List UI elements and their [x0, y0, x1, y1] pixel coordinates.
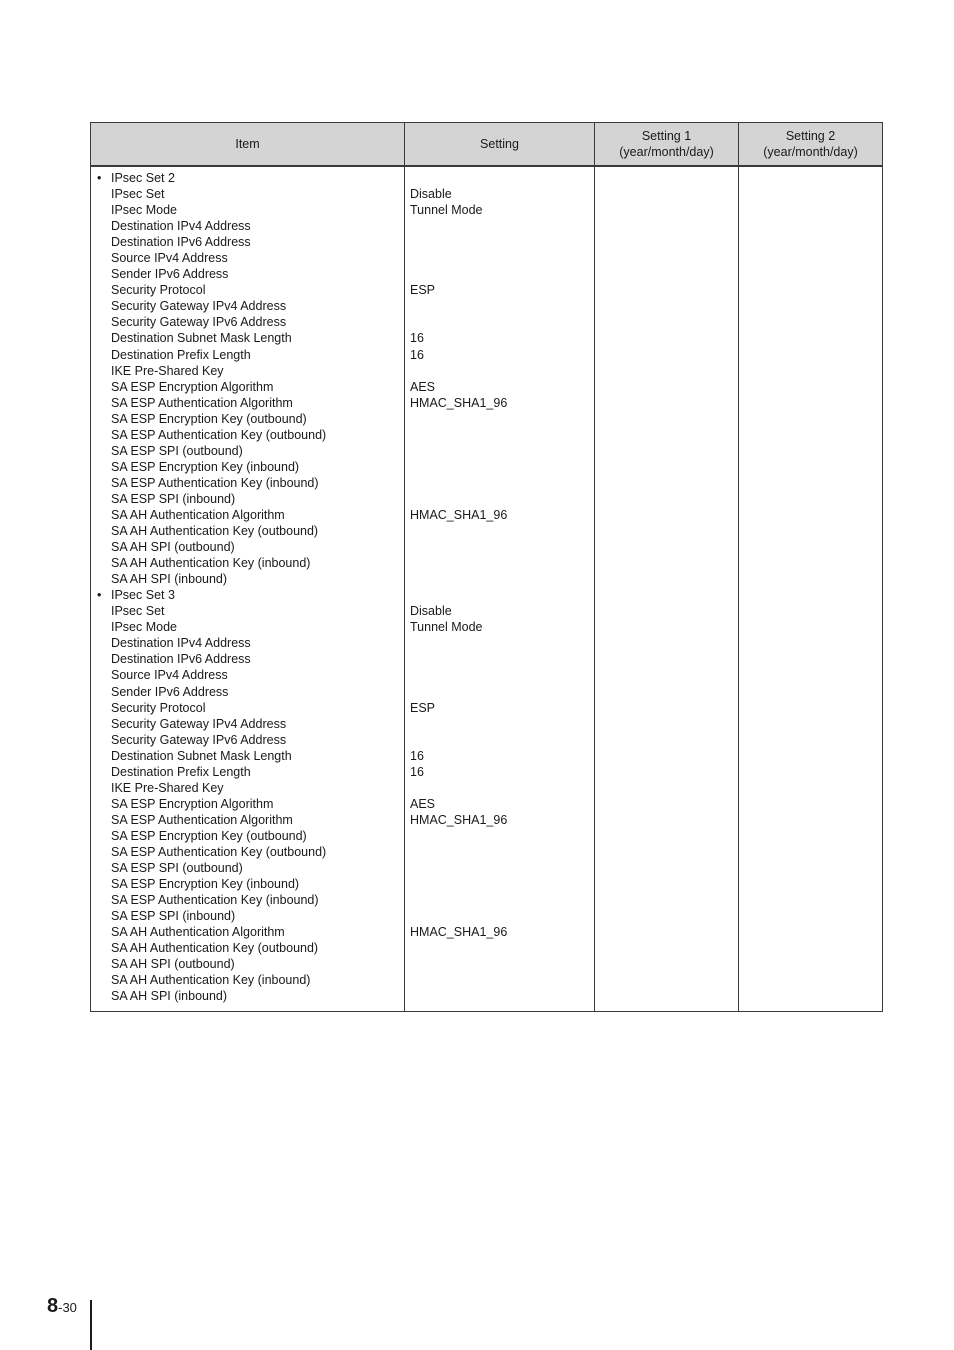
item-line: SA ESP SPI (outbound) [111, 861, 243, 876]
setting-line [405, 908, 594, 924]
setting-line [405, 635, 594, 651]
ipsec-set-heading: • IPsec Set 2 [91, 170, 404, 186]
setting-line: 16 [410, 347, 424, 362]
item-line: SA AH SPI (outbound) [111, 540, 235, 555]
item-line: Destination Subnet Mask Length [111, 331, 292, 346]
setting-line: ESP [410, 283, 436, 298]
item-line: SA ESP Authentication Algorithm [111, 395, 293, 410]
header-setting-2-subtitle: (year/month/day) [763, 145, 858, 159]
setting-line [405, 940, 594, 956]
setting-line: HMAC_SHA1_96 [410, 507, 508, 522]
footer-rule [90, 1300, 92, 1350]
setting-line [405, 459, 594, 475]
item-line: SA AH Authentication Algorithm [111, 925, 285, 940]
header-setting-2-title: Setting 2 [785, 129, 836, 143]
item-line: SA ESP Authentication Key (inbound) [111, 475, 319, 490]
item-line: Sender IPv6 Address [111, 267, 229, 282]
chapter-number: 8 [47, 1295, 59, 1317]
item-line: SA ESP Encryption Key (outbound) [111, 828, 307, 843]
setting-line [405, 443, 594, 459]
item-line: SA ESP SPI (outbound) [111, 443, 243, 458]
setting-line [405, 555, 594, 571]
item-line: SA AH Authentication Key (inbound) [111, 973, 311, 988]
setting-line [405, 876, 594, 892]
setting-line [405, 250, 594, 266]
setting-line [405, 892, 594, 908]
setting-line [405, 844, 594, 860]
item-line: SA ESP SPI (inbound) [111, 909, 236, 924]
item-line: Security Protocol [111, 700, 206, 715]
header-item: Item [91, 123, 405, 167]
setting-line [405, 218, 594, 234]
setting-line [405, 956, 594, 972]
setting-line [405, 732, 594, 748]
setting-line [405, 716, 594, 732]
setting-line [405, 523, 594, 539]
item-line: SA ESP Encryption Algorithm [111, 379, 274, 394]
settings-table [90, 122, 883, 1012]
header-setting-2 [739, 123, 883, 167]
item-line: SA AH Authentication Key (outbound) [111, 524, 319, 539]
item-line: SA ESP Encryption Key (outbound) [111, 411, 307, 426]
setting-line [405, 314, 594, 330]
item-line: Security Gateway IPv6 Address [111, 315, 287, 330]
setting-line [405, 571, 594, 587]
item-line: IPsec Set [111, 187, 165, 202]
setting-line [405, 972, 594, 988]
header-setting: Setting [405, 123, 595, 167]
setting-line [405, 427, 594, 443]
item-line: SA ESP Authentication Key (outbound) [111, 844, 327, 859]
item-line: SA ESP Authentication Key (inbound) [111, 893, 319, 908]
item-line: Security Gateway IPv6 Address [111, 732, 287, 747]
setting-line: 16 [410, 748, 424, 763]
page-number: -30 [58, 1300, 77, 1315]
setting-line: Tunnel Mode [410, 203, 483, 218]
item-line: Security Protocol [111, 283, 206, 298]
setting-line [405, 667, 594, 683]
setting-line [405, 651, 594, 667]
setting-line [405, 684, 594, 700]
setting-line: HMAC_SHA1_96 [410, 925, 508, 940]
item-line: Destination Prefix Length [111, 764, 251, 779]
setting-line: 16 [410, 331, 424, 346]
setting-line [405, 539, 594, 555]
page-footer [47, 1294, 77, 1320]
setting-line [405, 475, 594, 491]
setting-1-column [595, 166, 739, 1012]
item-line: SA AH Authentication Algorithm [111, 507, 285, 522]
ipsec-set-heading: • IPsec Set 3 [91, 587, 404, 603]
item-column [91, 166, 405, 1012]
item-line: Source IPv4 Address [111, 668, 228, 683]
item-line: Destination IPv6 Address [111, 235, 251, 250]
item-line: SA AH SPI (outbound) [111, 957, 235, 972]
header-setting-1 [595, 123, 739, 167]
item-line: SA AH Authentication Key (outbound) [111, 941, 319, 956]
setting-line [405, 234, 594, 250]
item-line: SA AH SPI (inbound) [111, 989, 228, 1004]
setting-line [405, 266, 594, 282]
header-setting-1-title: Setting 1 [641, 129, 692, 143]
table-header-row [91, 123, 883, 167]
setting-line [405, 988, 594, 1004]
setting-line [405, 828, 594, 844]
header-setting-1-subtitle: (year/month/day) [619, 145, 714, 159]
item-line: IPsec Mode [111, 620, 178, 635]
item-line: SA ESP Authentication Algorithm [111, 812, 293, 827]
setting-line: Tunnel Mode [410, 620, 483, 635]
setting-line [405, 298, 594, 314]
item-line: SA ESP Authentication Key (outbound) [111, 427, 327, 442]
item-line: Destination Subnet Mask Length [111, 748, 292, 763]
setting-line [405, 780, 594, 796]
item-line: Destination IPv4 Address [111, 219, 251, 234]
setting-line [405, 491, 594, 507]
item-line: Sender IPv6 Address [111, 684, 229, 699]
item-line: IPsec Mode [111, 203, 178, 218]
item-line: SA AH SPI (inbound) [111, 572, 228, 587]
item-line: Destination IPv4 Address [111, 636, 251, 651]
item-line: SA AH Authentication Key (inbound) [111, 556, 311, 571]
item-line: SA ESP Encryption Key (inbound) [111, 459, 300, 474]
setting-line: HMAC_SHA1_96 [410, 812, 508, 827]
setting-line: AES [410, 379, 436, 394]
item-line: IKE Pre-Shared Key [111, 780, 224, 795]
setting-line [405, 170, 594, 186]
item-line: Source IPv4 Address [111, 251, 228, 266]
item-line: SA ESP SPI (inbound) [111, 491, 236, 506]
item-line: SA ESP Encryption Algorithm [111, 796, 274, 811]
setting-line: Disable [410, 604, 452, 619]
setting-line [405, 411, 594, 427]
setting-line: AES [410, 796, 436, 811]
item-line: IPsec Set [111, 604, 165, 619]
setting-line [405, 363, 594, 379]
setting-line: HMAC_SHA1_96 [410, 395, 508, 410]
item-line: Destination Prefix Length [111, 347, 251, 362]
setting-2-column [739, 166, 883, 1012]
item-line: Destination IPv6 Address [111, 652, 251, 667]
item-line: IKE Pre-Shared Key [111, 363, 224, 378]
setting-line: 16 [410, 764, 424, 779]
item-line: Security Gateway IPv4 Address [111, 299, 287, 314]
setting-line [405, 860, 594, 876]
table-body-row [91, 166, 883, 1012]
item-line: Security Gateway IPv4 Address [111, 716, 287, 731]
item-line: SA ESP Encryption Key (inbound) [111, 877, 300, 892]
setting-column [405, 166, 595, 1012]
setting-line: ESP [410, 700, 436, 715]
setting-line: Disable [410, 187, 452, 202]
setting-line [405, 587, 594, 603]
